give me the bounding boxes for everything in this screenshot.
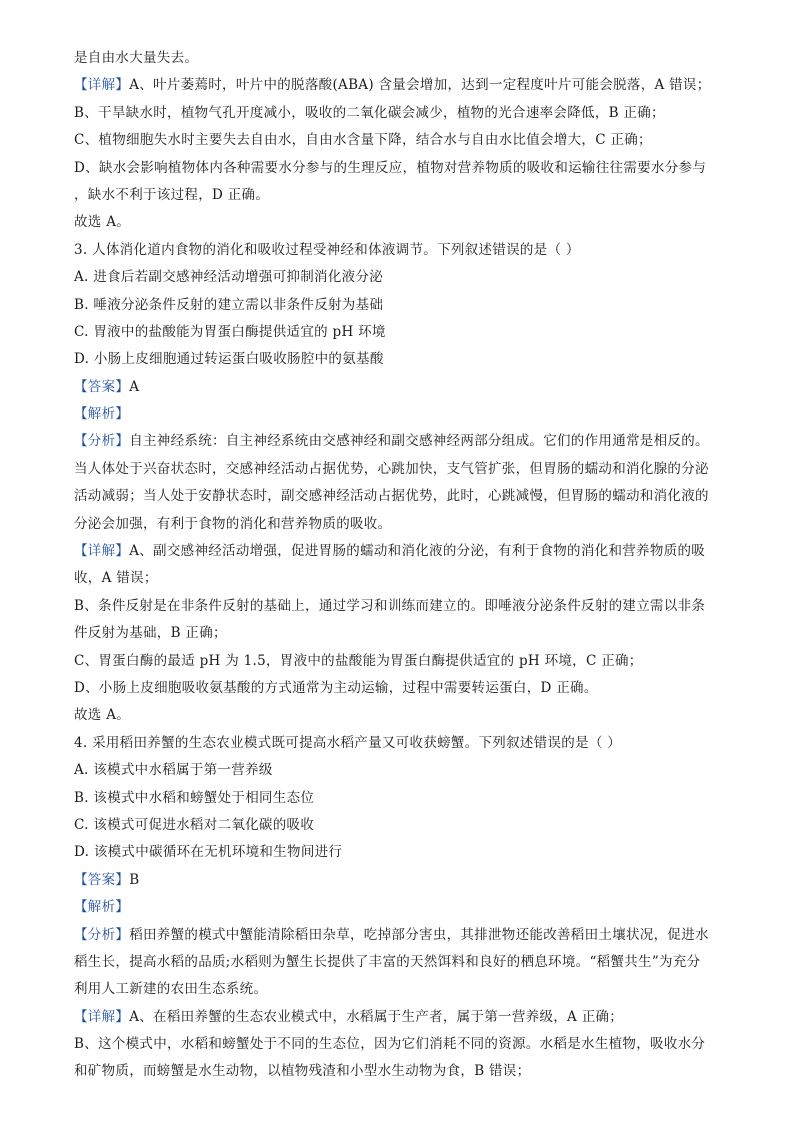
text-line: [74, 292, 722, 319]
text-line: [74, 374, 722, 401]
text-line: [74, 401, 722, 428]
text-line: [74, 100, 722, 127]
line-text: B. 该模式中水稻和螃蟹处于相同生态位: [74, 789, 315, 806]
line-text: A: [129, 378, 140, 395]
line-text: 稻田养蟹的模式中蟹能清除稻田杂草，吃掉部分害虫，其排泄物还能改善稻田土壤状况，促进水: [129, 926, 709, 943]
text-line: [74, 593, 722, 620]
text-line: [74, 319, 722, 346]
text-line: [74, 894, 722, 921]
line-text: 4. 采用稻田养蟹的生态农业模式既可提高水稻产量又可收获螃蟹。下列叙述错误的是（ ）: [74, 734, 622, 751]
text-line: [74, 785, 722, 812]
line-text: A、叶片萎蔫时，叶片中的脱落酸(ABA) 含量会增加，达到一定程度叶片可能会脱落，A 错误；: [129, 77, 711, 94]
text-line: [74, 702, 722, 729]
text-line: [74, 428, 722, 455]
line-text: 故选 A。: [74, 707, 131, 724]
text-line: [74, 538, 722, 565]
line-text: C、胃蛋白酶的最适 pH 为 1.5，胃液中的盐酸能为胃蛋白酶提供适宜的 pH 环境，C 正确；: [74, 652, 643, 669]
text-line: [74, 922, 722, 949]
line-text: B: [129, 871, 140, 888]
line-text: 当人体处于兴奋状态时，交感神经活动占据优势，心跳加快，支气管扩张，但胃肠的蠕动和消化腺的分泌: [74, 460, 709, 477]
section-tag: 【详解】: [74, 1008, 130, 1025]
line-text: D、小肠上皮细胞吸收氨基酸的方式通常为主动运输，过程中需要转运蛋白，D 正确。: [74, 679, 598, 696]
text-line: [74, 675, 722, 702]
text-line: [74, 812, 722, 839]
line-text: ，缺水不利于该过程，D 正确。: [74, 186, 270, 203]
line-text: 是自由水大量失去。: [74, 50, 199, 66]
text-line: [74, 127, 722, 154]
text-line: [74, 456, 722, 483]
line-text: D、缺水会影响植物体内各种需要水分参与的生理反应，植物对营养物质的吸收和运输往往需要水分参与: [74, 159, 707, 176]
text-line: [74, 620, 722, 647]
text-line: [74, 648, 722, 675]
line-text: 和矿物质，而螃蟹是水生动物，以植物残渣和小型水生动物为食，B 错误；: [74, 1063, 531, 1080]
section-tag: 【解析】: [74, 406, 130, 423]
text-line: [74, 72, 722, 99]
text-line: [74, 237, 722, 264]
section-tag: 【分析】: [74, 433, 130, 450]
text-line: [74, 1058, 722, 1085]
text-line: [74, 949, 722, 976]
document-body: [74, 45, 722, 1086]
line-text: 分泌会加强，有利于食物的消化和营养物质的吸收。: [74, 515, 392, 532]
line-text: C. 胃液中的盐酸能为胃蛋白酶提供适宜的 pH 环境: [74, 323, 386, 340]
text-line: [74, 839, 722, 866]
line-text: D. 小肠上皮细胞通过转运蛋白吸收肠腔中的氨基酸: [74, 351, 384, 368]
line-text: 稻生长，提高水稻的品质;水稻则为蟹生长提供了丰富的天然饵料和良好的栖息环境。“稻蟹共生”为充分: [74, 953, 701, 970]
line-text: C、植物细胞失水时主要失去自由水，自由水含量下降，结合水与自由水比值会增大，C 正确；: [74, 132, 652, 149]
text-line: [74, 565, 722, 592]
line-text: 自主神经系统：自主神经系统由交感神经和副交感神经两部分组成。它们的作用通常是相反的。: [129, 433, 709, 450]
text-line: [74, 511, 722, 538]
line-text: C. 该模式可促进水稻对二氧化碳的吸收: [74, 816, 315, 833]
text-line: [74, 155, 722, 182]
line-text: D. 该模式中碳循环在无机环境和生物间进行: [74, 844, 343, 861]
line-text: B、这个模式中，水稻和螃蟹处于不同的生态位，因为它们消耗不同的资源。水稻是水生植物，吸收水分: [74, 1036, 706, 1053]
text-line: [74, 264, 722, 291]
text-line: [74, 182, 722, 209]
section-tag: 【答案】: [74, 871, 130, 888]
line-text: A. 进食后若副交感神经活动增强可抑制消化液分泌: [74, 269, 384, 286]
line-text: 件反射为基础，B 正确；: [74, 625, 227, 642]
line-text: 活动减弱；当人处于安静状态时，副交感神经活动占据优势，此时，心跳减慢，但胃肠的蠕动和消化液的: [74, 488, 709, 505]
text-line: [74, 976, 722, 1003]
line-text: 收，A 错误；: [74, 570, 158, 587]
line-text: B. 唾液分泌条件反射的建立需以非条件反射为基础: [74, 296, 384, 313]
text-line: [74, 730, 722, 757]
text-line: [74, 346, 722, 373]
line-text: A、在稻田养蟹的生态农业模式中，水稻属于生产者，属于第一营养级，A 正确；: [129, 1008, 624, 1025]
text-line: [74, 1004, 722, 1031]
line-text: 故选 A。: [74, 214, 131, 231]
section-tag: 【解析】: [74, 899, 130, 916]
text-line: [74, 1031, 722, 1058]
text-line: [74, 45, 722, 72]
line-text: 利用人工新建的农田生态系统。: [74, 981, 268, 998]
text-line: [74, 483, 722, 510]
section-tag: 【详解】: [74, 543, 130, 560]
line-text: B、条件反射是在非条件反射的基础上，通过学习和训练而建立的。即唾液分泌条件反射的建立需以非条: [74, 597, 706, 614]
section-tag: 【答案】: [74, 378, 130, 395]
text-line: [74, 209, 722, 236]
text-line: [74, 867, 722, 894]
line-text: A. 该模式中水稻属于第一营养级: [74, 762, 273, 779]
text-line: [74, 757, 722, 784]
line-text: A、副交感神经活动增强，促进胃肠的蠕动和消化液的分泌，有利于食物的消化和营养物质的吸: [129, 543, 706, 560]
section-tag: 【分析】: [74, 926, 130, 943]
line-text: B、干旱缺水时，植物气孔开度减小，吸收的二氧化碳会减少，植物的光合速率会降低，B 正确；: [74, 104, 665, 121]
line-text: 3. 人体消化道内食物的消化和吸收过程受神经和体液调节。下列叙述错误的是（ ）: [74, 241, 580, 258]
section-tag: 【详解】: [74, 77, 130, 94]
